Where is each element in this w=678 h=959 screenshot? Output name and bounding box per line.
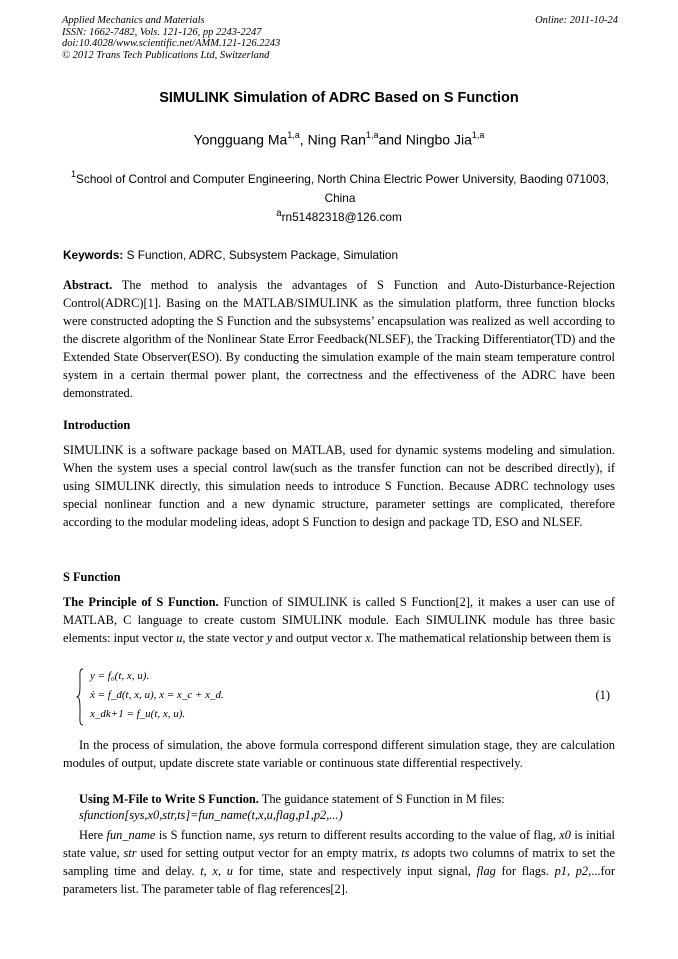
principle-label: The Principle of S Function. (63, 595, 219, 609)
var-t: t (200, 864, 204, 878)
var-ts: ts (401, 846, 410, 860)
principle-text: Function of SIMULINK is called S Function[2], it makes a user can use of MATLAB, C language to create custom SIMULINK module. Each SIMULINK module has three basic elements: input vector (63, 595, 616, 645)
here-paragraph (63, 826, 615, 898)
author-email (0, 208, 678, 224)
issn-line: ISSN: 1662-7482, Vols. 121-126, pp 2243-2247 (62, 26, 262, 38)
introduction-paragraph: SIMULINK is a software package based on MATLAB, used for dynamic systems modeling and simulation. When the system uses a special control law(such as the transfer function can not be described directly), if using SIMULINK directly, this simulation needs to introduce S Function. Because ADRC technology uses special nonlinear function and a new dynamic structure, parameter settings are complicated, therefore according to the modular modeling ideas, adopt S Function to design and package TD, ESO and NLSEF. (63, 443, 615, 529)
author-name: , Ning Ran (299, 131, 366, 148)
here-text: , (203, 864, 213, 878)
brace-icon (76, 668, 84, 726)
principle-text: . The mathematical relationship between them is (370, 631, 611, 645)
syntax-line: sfunction[sys,x0,str,ts]=fun_name(t,x,u,flag,p1,p2,...) (79, 808, 343, 822)
keywords-label: Keywords: (63, 248, 124, 262)
here-text: return to different results according to the value of flag, (274, 828, 560, 842)
author-list (0, 131, 678, 148)
email-link[interactable]: rn51482318@126.com (281, 209, 402, 224)
affiliation (70, 166, 610, 208)
journal-header (62, 15, 618, 61)
process-paragraph: In the process of simulation, the above formula correspond different simulation stage, they are calculation modules of output, update discrete state variable or continuous state differential respectively. (63, 738, 615, 770)
var-flag: flag (476, 864, 496, 878)
here-text: for flags. (495, 864, 555, 878)
affiliation-superscript: 1 (71, 169, 77, 179)
equation-row: y = f₀(t, x, u). (90, 670, 150, 682)
here-text: Here (79, 828, 107, 842)
var-y: y (266, 631, 273, 645)
var-x: x (212, 864, 218, 878)
paper-title: SIMULINK Simulation of ADRC Based on S Function (159, 90, 519, 106)
author-name: and Ningbo Jia (378, 131, 472, 148)
section-heading-s-function: S Function (63, 570, 121, 584)
here-text: adopts two columns of matrix to set the sampling time and delay. (63, 846, 615, 878)
principle-text: and output vector (272, 631, 366, 645)
author-name: Yongguang Ma (193, 131, 288, 148)
mfile-label: Using M-File to Write S Function. (79, 792, 259, 806)
principle-paragraph (63, 593, 615, 647)
var-p1: p1 (554, 864, 567, 878)
here-text: , (566, 864, 576, 878)
author-superscript: 1,a (287, 130, 300, 140)
mfile-paragraph (63, 790, 615, 808)
var-x: x (365, 631, 371, 645)
here-text: is initial state value, (63, 828, 616, 860)
copyright-line: © 2012 Trans Tech Publications Ltd, Switzerland (62, 49, 270, 61)
var-sys: sys (259, 828, 275, 842)
equation-1 (76, 668, 616, 728)
var-str: str (123, 846, 137, 860)
here-text: for time, state and respectively input signal, (232, 864, 477, 878)
author-superscript: 1,a (471, 130, 485, 140)
here-text: is S function name, (155, 828, 260, 842)
var-fun-name: fun_name (106, 828, 156, 842)
online-date: Online: 2011-10-24 (535, 15, 618, 26)
var-u: u (176, 631, 183, 645)
abstract (63, 276, 615, 402)
here-text: ,...for parameters list. The parameter table of flag references[2]. (63, 864, 615, 896)
var-x0: x0 (559, 828, 571, 842)
email-superscript: a (276, 208, 282, 219)
equation-number: (1) (595, 688, 610, 702)
var-p2: p2 (575, 864, 589, 878)
keywords (63, 248, 398, 262)
var-u: u (226, 864, 233, 878)
doi-line: doi:10.4028/www.scientific.net/AMM.121-126.2243 (62, 38, 281, 49)
mfile-text: The guidance statement of S Function in M files: (258, 792, 505, 806)
here-text: , (217, 864, 227, 878)
equation-row: ẋ = f_d(t, x, u), x = x_c + x_d. (90, 689, 224, 701)
abstract-text: The method to analysis the advantages of S Function and Auto-Disturbance-Rejection Control(ADRC)[1]. Basing on the MATLAB/SIMULINK as the simulation platform, three function blocks were constructed adopting the S Function and the subsystems’ encapsulation was realized as well according to the discrete algorithm of the Nonlinear State Error Feedback(NLSEF), the Tracking Differentiator(TD) and the Extended State Observer(ESO). By conducting the simulation example of the main steam temperature control system in a certain thermal power plant, the correctness and the effectiveness of the ADRC have been demonstrated. (63, 278, 615, 400)
keywords-text: S Function, ADRC, Subsystem Package, Simulation (123, 248, 399, 262)
here-text: used for setting output vector for an empty matrix, (136, 846, 402, 860)
principle-text: , the state vector (182, 631, 267, 645)
author-superscript: 1,a (365, 130, 379, 140)
abstract-label: Abstract. (63, 278, 113, 292)
section-heading-introduction: Introduction (63, 418, 131, 432)
affiliation-text: School of Control and Computer Engineering, North China Electric Power University, Baoding 071003, China (76, 171, 609, 205)
equation-row: x_dk+1 = f_u(t, x, u). (90, 708, 186, 720)
journal-name: Applied Mechanics and Materials (62, 15, 205, 26)
